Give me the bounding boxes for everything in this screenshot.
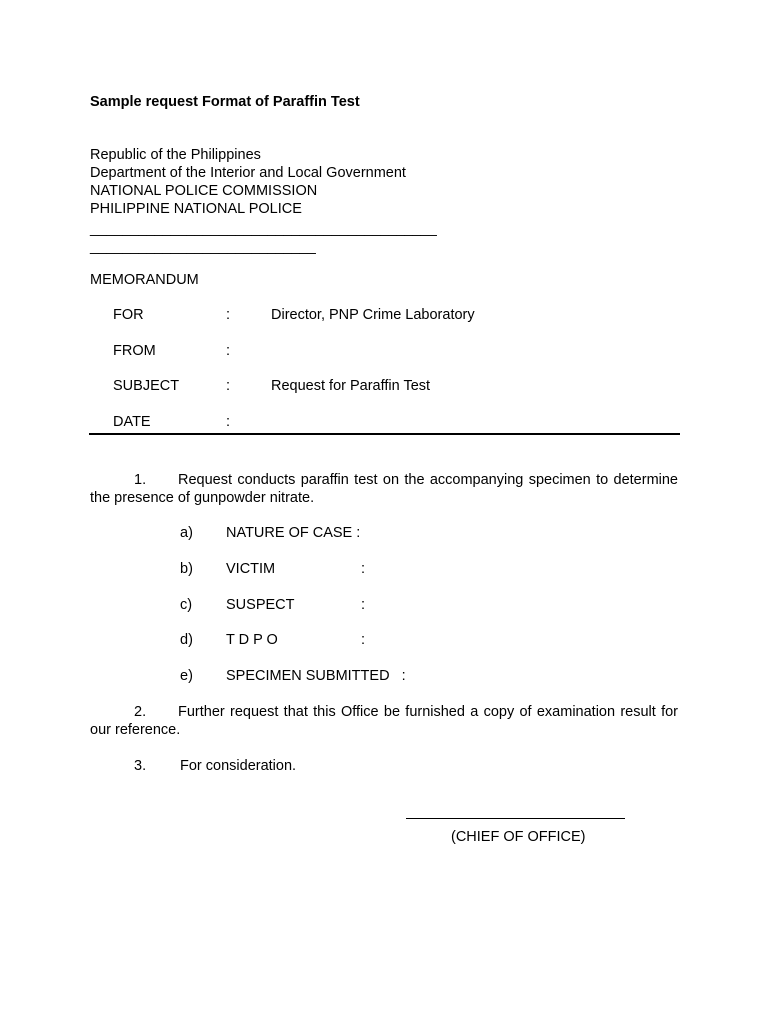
paragraph-2-number: 2. — [134, 704, 147, 720]
item-letter-c: c) — [180, 597, 193, 613]
header-underline-1: ___________________________________________ — [90, 221, 437, 237]
item-label-tdpo: T D P O — [226, 632, 278, 648]
header-republic: Republic of the Philippines — [90, 147, 261, 163]
paragraph-2 — [90, 703, 678, 739]
item-letter-d: d) — [180, 632, 193, 648]
from-label: FROM — [113, 343, 156, 359]
signature-caption: (CHIEF OF OFFICE) — [451, 829, 586, 845]
signature-line — [406, 818, 625, 819]
memorandum-label: MEMORANDUM — [90, 272, 199, 288]
item-colon-victim: : — [361, 561, 366, 577]
date-colon: : — [226, 414, 231, 430]
subject-label: SUBJECT — [113, 378, 180, 394]
paragraph-1-number: 1. — [134, 472, 147, 488]
for-value: Director, PNP Crime Laboratory — [271, 307, 475, 323]
subject-value: Request for Paraffin Test — [271, 378, 431, 394]
item-label-suspect: SUSPECT — [226, 597, 295, 613]
from-colon: : — [226, 343, 231, 359]
memo-header-divider — [89, 433, 680, 435]
for-colon: : — [226, 307, 231, 323]
for-label: FOR — [113, 307, 144, 323]
date-label: DATE — [113, 414, 151, 430]
paragraph-1 — [90, 471, 678, 507]
document-title: Sample request Format of Paraffin Test — [90, 94, 360, 110]
paragraph-3-text: For consideration. — [180, 758, 297, 774]
item-label-victim: VICTIM — [226, 561, 276, 577]
item-letter-a: a) — [180, 525, 193, 541]
header-underline-2: ____________________________ — [90, 239, 316, 255]
item-letter-b: b) — [180, 561, 193, 577]
header-department: Department of the Interior and Local Government — [90, 165, 406, 181]
item-colon-tdpo: : — [361, 632, 366, 648]
header-pnp: PHILIPPINE NATIONAL POLICE — [90, 201, 302, 217]
header-napolcom: NATIONAL POLICE COMMISSION — [90, 183, 318, 199]
item-label-specimen-submitted: SPECIMEN SUBMITTED : — [226, 668, 406, 684]
paragraph-1-text: Request conducts paraffin test on the accompanying specimen to determine the presence of gunpowder nitrate. — [90, 472, 678, 506]
item-letter-e: e) — [180, 668, 193, 684]
subject-colon: : — [226, 378, 231, 394]
paragraph-3-number: 3. — [134, 758, 147, 774]
item-colon-suspect: : — [361, 597, 366, 613]
item-label-nature-of-case: NATURE OF CASE : — [226, 525, 361, 541]
paragraph-2-text: Further request that this Office be furnished a copy of examination result for our reference. — [90, 704, 678, 738]
